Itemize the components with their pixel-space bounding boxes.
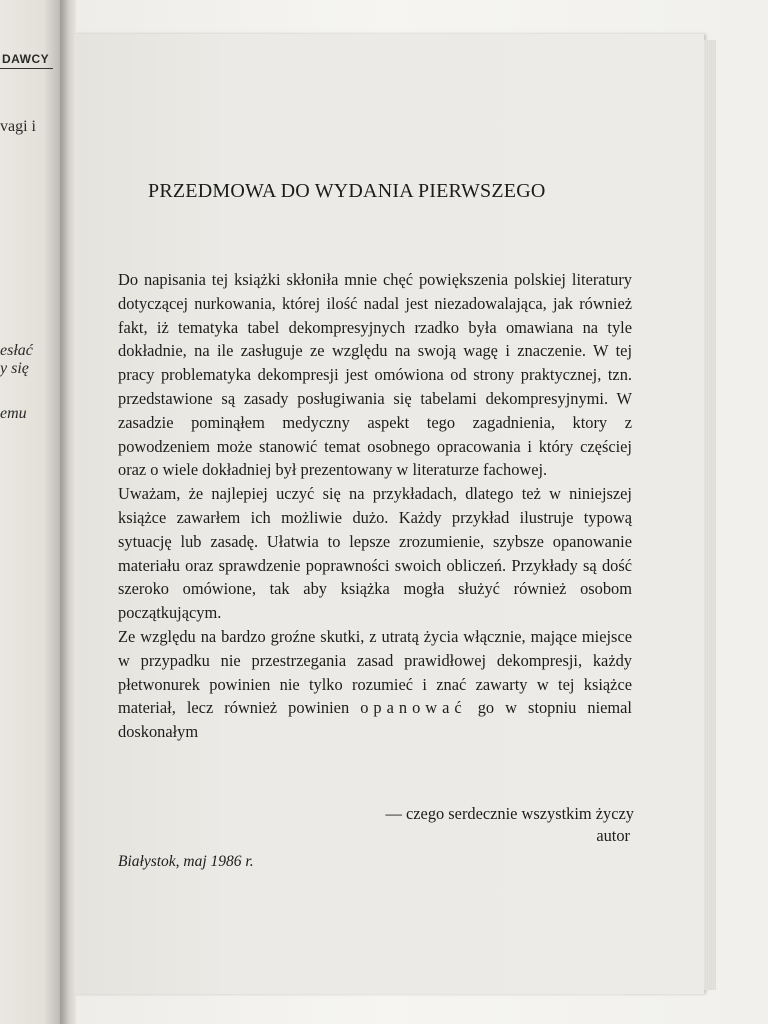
paragraph: Do napisania tej książki skłoniła mnie chęć powiększenia polskiej literatury dotyczącej nurkowania, której ilość nadal jest niezadowalająca, jak również fakt, iż tematyka tabel dekompresyjnych rzadko była omawiana na tyle dokładnie, na ile zasługuje ze względu na swoją wagę i znaczenie. W tej pracy problematyka dekompresji jest omówiona od strony praktycznej, tzn. przedstawione są zasady posługiwania się tabelami dekompresyjnymi. W zasadzie pominąłem medyczny aspekt tego zagadnienia, ktory z powodzeniem może stanowić temat osobnego opracowania i który częściej oraz o wiele dokładniej był prezentowany w literaturze fachowej. bbox=[118, 270, 632, 480]
left-page-fragment: esłać bbox=[0, 342, 33, 359]
paragraph-text: go w stopniu niemal doskonałym bbox=[118, 698, 632, 742]
paragraph-text: Ze względu na bardzo groźne skutki, z utratą życia włącznie, mające miejsce w przypadku nie przestrzegania zasad prawidłowej dekompresji, każdy płetwonurek powinien nie tylko rozumieć i znać zawarty w tej książce materiał, lecz również powinien bbox=[118, 626, 632, 718]
preface-body bbox=[118, 268, 632, 744]
page-title: PRZEDMOWA DO WYDANIA PIERWSZEGO bbox=[148, 180, 546, 202]
left-page-fragment: y się bbox=[0, 360, 29, 377]
left-page-fragment: vagi i bbox=[0, 118, 36, 135]
signoff-author: autor bbox=[596, 826, 630, 845]
emphasized-word: opanować bbox=[360, 698, 467, 718]
paragraph bbox=[118, 625, 632, 744]
signoff bbox=[300, 803, 634, 847]
signoff-line: — czego serdecznie wszystkim życzy bbox=[385, 804, 634, 823]
page-edges bbox=[704, 40, 716, 990]
left-page-fragment: emu bbox=[0, 405, 27, 422]
left-page-header: DAWCY bbox=[0, 52, 53, 69]
left-page bbox=[0, 0, 62, 1024]
paragraph: Uważam, że najlepiej uczyć się na przykładach, dlatego też w niniejszej książce zawarłem ich możliwie dużo. Każdy przykład ilustruje typową sytuację lub zasadę. Ułatwia to lepsze zrozumienie, szybsze opanowanie materiału oraz sprawdzenie poprawności swoich obliczeń. Przykłady są dość szeroko omówione, tak aby książka mogła służyć również osobom początkującym. bbox=[118, 484, 632, 623]
place-date: Białystok, maj 1986 r. bbox=[118, 853, 254, 870]
